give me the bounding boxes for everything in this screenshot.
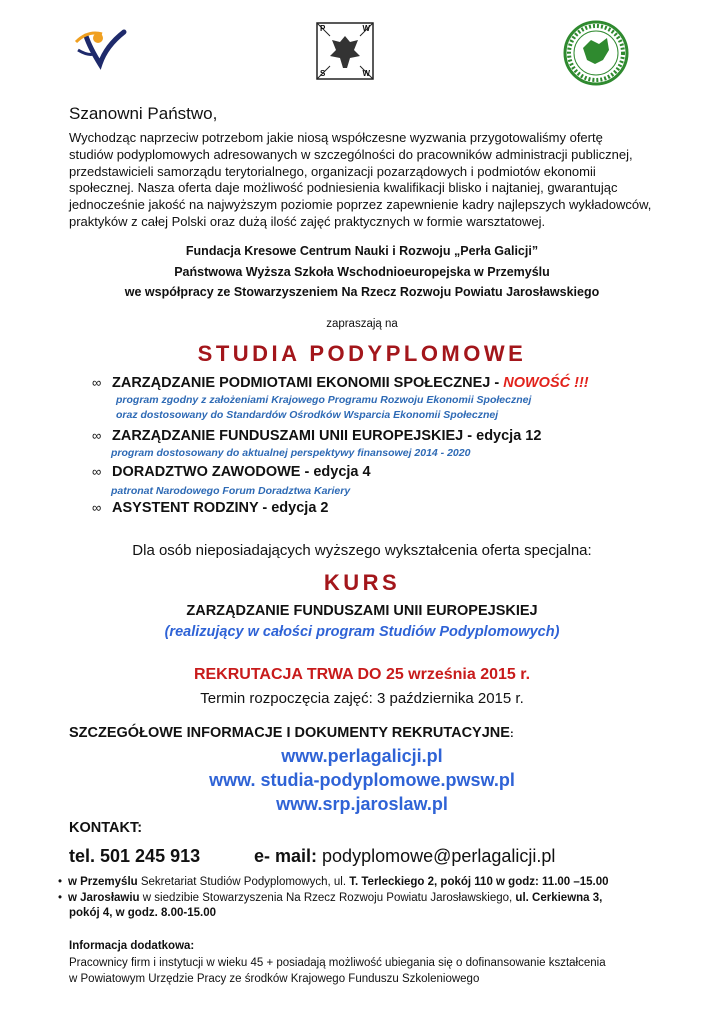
intro-line: jednocześnie jakość na najwyższym poziomie poprzez zapewnienie kadry najlepszych wykładowców, [69,197,652,213]
program-note: oraz dostosowany do Standardów Ośrodków Wsparcia Ekonomii Społecznej [116,409,499,421]
email-line [254,846,555,867]
program-item [92,464,371,480]
greeting: Szanowni Państwo, [69,104,218,123]
email-address[interactable]: podyplomowe@perlagalicji.pl [322,846,556,866]
intro-line: studiów podyplomowych adresowanych w szczególności do pracowników administracji publicznej, [69,146,633,162]
program-title: ZARZĄDZANIE FUNDUSZAMI UNII EUROPEJSKIEJ - edycja 12 [112,428,542,444]
program-title: ASYSTENT RODZINY - edycja 2 [112,500,329,516]
location-city: w Przemyślu [68,876,138,888]
intro-line: przedstawicieli samorządu terytorialnego, organizacji pozarządowych i podmiotów ekonomii [69,163,596,179]
program-item [92,375,589,391]
program-item [92,428,541,444]
infinity-bullet-icon: ∞ [92,464,102,479]
phone-number[interactable]: tel. 501 245 913 [69,846,201,866]
link-perlagalicji[interactable]: www.perlagalicji.pl [281,746,443,766]
infinity-bullet-icon: ∞ [92,375,102,390]
contact-label: KONTAKT: [69,820,143,836]
organizer-line: Państwowa Wyższa Szkoła Wschodnioeuropejska w Przemyślu [174,265,550,279]
pwsw-letter-w2: W [362,69,370,78]
info-heading-colon: : [509,728,514,740]
organizer-line: Fundacja Kresowe Centrum Nauki i Rozwoju „Perła Galicji” [185,244,539,258]
program-note: program dostosowany do aktualnej perspektywy finansowej 2014 - 2020 [111,447,471,459]
link-studia-podyplomowe[interactable]: www. studia-podyplomowe.pwsw.pl [209,770,515,790]
intro-paragraph [69,130,669,231]
program-item [92,500,328,516]
intro-line: Wychodząc naprzeciw potrzebom jakie niosą współczesne wyzwania przygotowaliśmy ofertę [69,130,603,145]
kurs-title: KURS [323,570,401,595]
pwsw-letter-p: P [320,24,326,33]
pwsw-letter-w1: W [362,24,370,33]
infinity-bullet-icon: ∞ [92,428,102,443]
info-heading-text: SZCZEGÓŁOWE INFORMACJE I DOKUMENTY REKRUTACYJNE [69,725,510,741]
intro-line: praktyków z całej Polski oraz dużą ilość zajęć praktycznych w formie warsztatowej. [69,213,546,229]
invite-text: zapraszają na [326,318,398,330]
recruitment-dot: . [525,666,531,683]
location-przemysl: • w Przemyślu Sekretariat Studiów Podyplomowych, ul. T. Terleckiego 2, pokój 110 w godz: 11.00 –15.00 [58,876,609,888]
association-seal-logo [563,20,629,86]
additional-line: w Powiatowym Urzędzie Pracy ze środków Krajowego Funduszu Szkoleniowego [69,973,480,985]
location-jaroslaw: • w Jarosławiu w siedzibie Stowarzyszenia Na Rzecz Rozwoju Powiatu Jarosławskiego, ul. Cerkiewna 3, [58,892,603,904]
program-title: DORADZTWO ZAWODOWE - edycja 4 [112,464,371,480]
additional-line: Pracownicy firm i instytucji w wieku 45 + posiadają możliwość ubiegania się o dofinansowanie kształcenia [69,957,606,969]
recruitment-text: REKRUTACJA TRWA DO 25 września 2015 r [193,666,526,683]
location-jaroslaw-room: pokój 4, w godz. 8.00-15.00 [69,907,216,919]
special-offer-text: Dla osób nieposiadających wyższego wykształcenia oferta specjalna: [132,542,592,559]
link-srp-jaroslaw[interactable]: www.srp.jaroslaw.pl [276,794,448,814]
info-heading [69,725,514,741]
new-badge: NOWOŚĆ !!! [503,375,589,391]
intro-line: społecznej. Nasza oferta daje możliwość podniesienia kwalifikacji blisko i najtaniej, gwarantując [69,180,618,196]
start-date: Termin rozpoczęcia zajęć: 3 października 2015 r. [200,690,524,707]
additional-heading: Informacja dodatkowa: [69,940,195,952]
recruitment-deadline [0,666,724,684]
kurs-description: (realizujący w całości program Studiów Podyplomowych) [164,624,560,640]
pwsw-letter-s: S [320,69,326,78]
infinity-bullet-icon: ∞ [92,500,102,515]
foundation-logo [72,24,132,74]
kurs-name: ZARZĄDZANIE FUNDUSZAMI UNII EUROPEJSKIEJ [186,603,538,619]
pwsw-logo [316,22,374,80]
studia-title: STUDIA PODYPLOMOWE [197,341,527,366]
location-city: w Jarosławiu [68,892,140,904]
program-note: patronat Narodowego Forum Doradztwa Kariery [111,485,351,497]
organizer-line: we współpracy ze Stowarzyszeniem Na Rzecz Rozwoju Powiatu Jarosławskiego [124,285,600,299]
email-label: e- mail: [254,846,323,866]
program-title: ZARZĄDZANIE PODMIOTAMI EKONOMII SPOŁECZNEJ - [112,375,504,391]
program-note: program zgodny z założeniami Krajowego Programu Rozwoju Ekonomii Społecznej [116,394,532,406]
